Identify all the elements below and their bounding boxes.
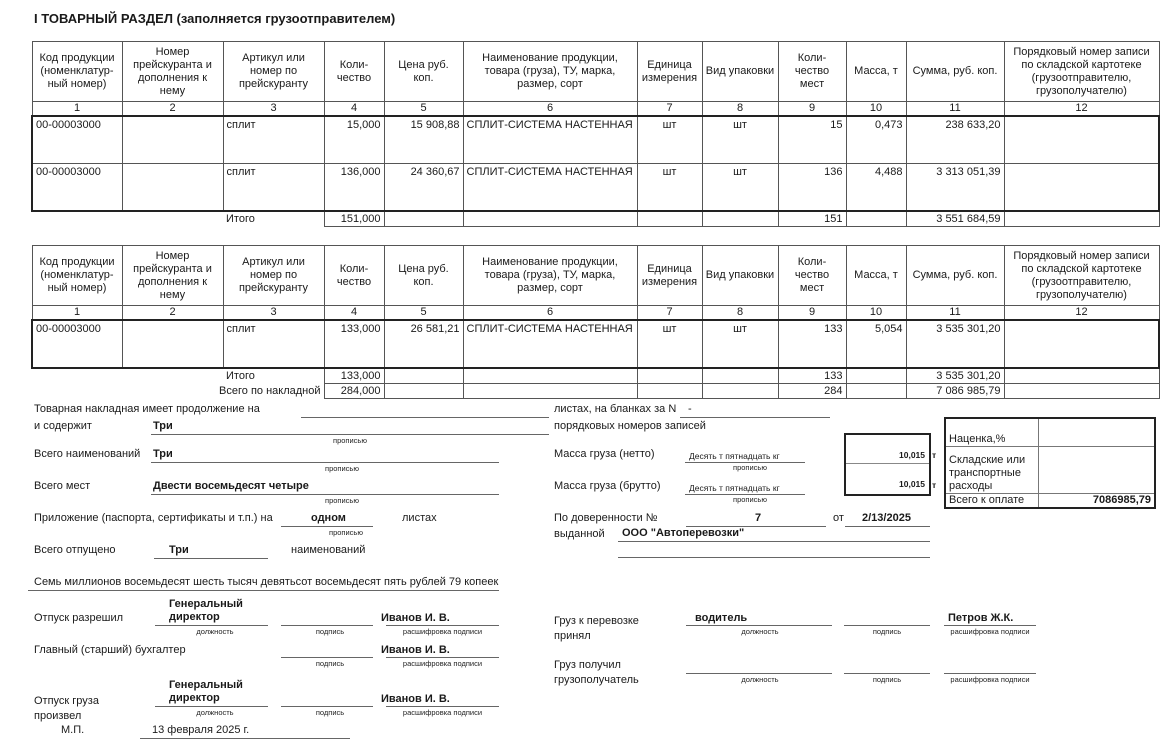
costs-value[interactable] — [1038, 446, 1155, 493]
decoding-field[interactable] — [944, 673, 1036, 674]
grand-total-qty: 284,000 — [324, 384, 384, 399]
signature-field[interactable] — [844, 625, 930, 626]
underline — [386, 706, 499, 707]
markup-value[interactable] — [1038, 418, 1155, 446]
released-suffix: наименований — [291, 544, 366, 556]
attachment-label: Приложение (паспорта, сертификаты и т.п.) на — [34, 512, 273, 524]
underline — [155, 706, 268, 707]
cell-article: сплит — [223, 164, 324, 212]
total-to-pay-value[interactable]: 7086985,79 — [1038, 493, 1155, 508]
cell-code: 00-00003000 — [32, 164, 122, 212]
sheets-value[interactable]: - — [688, 403, 692, 415]
received-label: Груз получил грузополучатель — [554, 659, 639, 686]
grand-total-row — [32, 384, 1159, 399]
attachment-value[interactable]: одном — [311, 512, 346, 524]
total-sum: 3 535 301,20 — [906, 368, 1004, 384]
places-total-label: Всего мест — [34, 480, 91, 492]
signature-field[interactable] — [281, 706, 373, 707]
underline — [845, 526, 930, 527]
col-header-price-list: Номер прейскуранта и дополнения к нему — [122, 42, 223, 102]
net-mass-label: Масса груза (нетто) — [554, 448, 655, 460]
col-number: 2 — [122, 102, 223, 117]
col-number: 7 — [637, 306, 702, 321]
cell-price-list — [122, 116, 223, 164]
issued-label: выданной — [554, 528, 605, 540]
fee-table — [944, 417, 1156, 509]
in-words-hint: прописью — [329, 528, 363, 537]
col-number: 5 — [384, 102, 463, 117]
underline — [281, 526, 373, 527]
cell-package: шт — [702, 320, 778, 368]
stamp-label: М.П. — [61, 724, 85, 736]
decoding-hint: расшифровка подписи — [402, 627, 483, 636]
col-header-mass: Масса, т — [846, 246, 906, 306]
in-words-hint: прописью — [733, 463, 767, 472]
underline — [28, 590, 499, 591]
power-of-attorney-value[interactable]: 7 — [755, 512, 762, 524]
cell-package: шт — [702, 164, 778, 212]
contains-value[interactable]: Три — [153, 420, 173, 432]
underline — [151, 434, 549, 435]
grand-total-label: Всего по накладной — [219, 384, 321, 397]
col-number: 6 — [463, 102, 637, 117]
column-number-row — [32, 102, 1159, 117]
cell-name: СПЛИТ-СИСТЕМА НАСТЕННАЯ — [463, 320, 637, 368]
in-words-hint: прописью — [325, 464, 359, 473]
col-header-name: Наименование продукции, товара (груза), ТУ, марка, размер, сорт — [463, 246, 637, 306]
signature-hint: подпись — [315, 708, 345, 717]
col-header-code: Код продукции (номенклатур-ный номер) — [32, 246, 122, 306]
continuation-label: Товарная накладная имеет продолжение на — [34, 403, 260, 415]
signature-hint: подпись — [872, 675, 902, 684]
divider — [846, 463, 929, 464]
power-of-attorney-label: По доверенности № — [554, 512, 658, 524]
in-words-hint: прописью — [733, 495, 767, 504]
col-number: 9 — [778, 102, 846, 117]
items-total-value[interactable]: Три — [153, 448, 173, 460]
col-number: 9 — [778, 306, 846, 321]
release-allowed-label: Отпуск разрешил — [34, 612, 124, 624]
cell-code: 00-00003000 — [32, 116, 122, 164]
cell-places: 133 — [778, 320, 846, 368]
col-number: 1 — [32, 306, 122, 321]
gross-mass-value[interactable]: 10,015 — [899, 479, 925, 489]
cell-record — [1004, 116, 1159, 164]
gross-mass-label: Масса груза (брутто) — [554, 480, 661, 492]
accepted-name[interactable]: Петров Ж.К. — [948, 612, 1014, 624]
cell-article: сплит — [223, 116, 324, 164]
underline — [944, 625, 1036, 626]
col-header-places: Коли-чество мест — [778, 42, 846, 102]
cell-unit: шт — [637, 116, 702, 164]
continuation-field[interactable] — [301, 417, 549, 418]
col-header-price-list: Номер прейскуранта и дополнения к нему — [122, 246, 223, 306]
cell-code: 00-00003000 — [32, 320, 122, 368]
costs-label: Складские или транспортные расходы — [945, 446, 1038, 493]
grand-total-sum: 7 086 985,79 — [906, 384, 1004, 399]
underline — [151, 494, 499, 495]
release-allowed-name[interactable]: Иванов И. В. — [381, 612, 450, 624]
date-value[interactable]: 13 февраля 2025 г. — [152, 724, 250, 736]
decoding-hint: расшифровка подписи — [402, 708, 483, 717]
released-label: Всего отпущено — [34, 544, 116, 556]
col-header-qty: Коли-чество — [324, 42, 384, 102]
goods-table-page-2 — [31, 245, 1160, 399]
in-words-hint: прописью — [325, 496, 359, 505]
contains-label: и содержит — [34, 420, 92, 432]
markup-label: Наценка,% — [945, 418, 1038, 446]
underline — [386, 625, 499, 626]
signature-hint: подпись — [872, 627, 902, 636]
underline — [386, 657, 499, 658]
col-header-code: Код продукции (номенклатур-ный номер) — [32, 42, 122, 102]
cell-article: сплит — [223, 320, 324, 368]
col-number: 4 — [324, 102, 384, 117]
col-header-package: Вид упаковки — [702, 246, 778, 306]
underline — [154, 558, 268, 559]
col-number: 10 — [846, 306, 906, 321]
cell-name: СПЛИТ-СИСТЕМА НАСТЕННАЯ — [463, 164, 637, 212]
col-header-article: Артикул или номер по прейскуранту — [223, 42, 324, 102]
signature-hint: подпись — [315, 659, 345, 668]
cell-mass: 4,488 — [846, 164, 906, 212]
cell-places: 136 — [778, 164, 846, 212]
signature-hint: подпись — [315, 627, 345, 636]
records-label: порядковых номеров записей — [554, 420, 706, 432]
position-hint: должность — [196, 627, 234, 636]
col-number: 1 — [32, 102, 122, 117]
cell-qty: 136,000 — [324, 164, 384, 212]
col-header-unit: Единица измерения — [637, 246, 702, 306]
cell-record — [1004, 164, 1159, 212]
cell-record — [1004, 320, 1159, 368]
position-field[interactable] — [686, 673, 832, 674]
underline — [686, 625, 832, 626]
table-row — [32, 320, 1159, 368]
col-header-sum: Сумма, руб. коп. — [906, 42, 1004, 102]
col-number: 12 — [1004, 102, 1159, 117]
released-by-name[interactable]: Иванов И. В. — [381, 693, 450, 705]
places-total-value[interactable]: Двести восемьдесят четыре — [153, 480, 309, 492]
signature-field[interactable] — [281, 657, 373, 658]
col-number: 6 — [463, 306, 637, 321]
from-value[interactable]: 2/13/2025 — [862, 512, 911, 524]
cell-places: 15 — [778, 116, 846, 164]
table-header-row — [32, 246, 1159, 306]
column-number-row — [32, 306, 1159, 321]
position-hint: должность — [196, 708, 234, 717]
cell-sum: 3 313 051,39 — [906, 164, 1004, 212]
items-total-label: Всего наименований — [34, 448, 141, 460]
in-words-hint: прописью — [333, 436, 367, 445]
col-header-article: Артикул или номер по прейскуранту — [223, 246, 324, 306]
cell-price-list — [122, 164, 223, 212]
amount-in-words[interactable]: Семь миллионов восемьдесят шесть тысяч девятьсот восемьдесят пять рублей 79 копеек — [34, 576, 499, 588]
cell-price: 15 908,88 — [384, 116, 463, 164]
grand-total-places: 284 — [778, 384, 846, 399]
underline — [618, 541, 930, 542]
total-row — [32, 368, 1159, 384]
col-header-places: Коли-чество мест — [778, 246, 846, 306]
underline — [140, 738, 350, 739]
position-hint: должность — [741, 627, 779, 636]
signature-field[interactable] — [844, 673, 930, 674]
cell-qty: 15,000 — [324, 116, 384, 164]
net-mass-unit: т — [932, 450, 937, 460]
chief-accountant-name[interactable]: Иванов И. В. — [381, 644, 450, 656]
goods-table-page-1 — [31, 41, 1160, 227]
col-header-record: Порядковый номер записи по складской картотеке (грузоотправителю, грузополучателю) — [1004, 246, 1159, 306]
col-number: 4 — [324, 306, 384, 321]
gross-mass-unit: т — [932, 480, 937, 490]
total-qty: 133,000 — [324, 368, 384, 384]
cell-sum: 3 535 301,20 — [906, 320, 1004, 368]
decoding-hint: расшифровка подписи — [950, 627, 1030, 636]
total-label: Итого — [226, 370, 255, 382]
cell-unit: шт — [637, 320, 702, 368]
col-number: 11 — [906, 102, 1004, 117]
col-number: 8 — [702, 102, 778, 117]
underline — [618, 557, 930, 558]
released-value[interactable]: Три — [169, 544, 189, 556]
col-number: 2 — [122, 306, 223, 321]
cell-name: СПЛИТ-СИСТЕМА НАСТЕННАЯ — [463, 116, 637, 164]
issued-value[interactable]: ООО "Автоперевозки" — [622, 527, 745, 539]
col-header-package: Вид упаковки — [702, 42, 778, 102]
total-places: 133 — [778, 368, 846, 384]
col-number: 5 — [384, 306, 463, 321]
table-row — [32, 164, 1159, 212]
table-header-row — [32, 42, 1159, 102]
decoding-hint: расшифровка подписи — [402, 659, 483, 668]
gross-mass-words[interactable]: Десять т пятнадцать кг — [689, 483, 780, 493]
released-by-position[interactable]: Генеральный директор — [169, 679, 243, 704]
signature-field[interactable] — [281, 625, 373, 626]
cell-qty: 133,000 — [324, 320, 384, 368]
accepted-label: Груз к перевозке принял — [554, 615, 639, 642]
cell-package: шт — [702, 116, 778, 164]
cell-unit: шт — [637, 164, 702, 212]
chief-accountant-label: Главный (старший) бухгалтер — [34, 644, 186, 656]
col-number: 3 — [223, 102, 324, 117]
cell-sum: 238 633,20 — [906, 116, 1004, 164]
col-number: 3 — [223, 306, 324, 321]
total-row — [32, 211, 1159, 227]
col-header-qty: Коли-чество — [324, 246, 384, 306]
attachment-suffix: листах — [402, 512, 437, 524]
total-qty: 151,000 — [324, 211, 384, 227]
release-allowed-position[interactable]: Генеральный директор — [169, 598, 243, 623]
total-sum: 3 551 684,59 — [906, 211, 1004, 227]
underline — [151, 462, 499, 463]
accepted-position[interactable]: водитель — [695, 612, 748, 624]
table-row — [32, 116, 1159, 164]
total-label: Итого — [226, 213, 255, 225]
cell-price: 26 581,21 — [384, 320, 463, 368]
col-header-unit: Единица измерения — [637, 42, 702, 102]
underline — [155, 625, 268, 626]
cell-mass: 5,054 — [846, 320, 906, 368]
net-mass-words[interactable]: Десять т пятнадцать кг — [689, 451, 780, 461]
col-number: 8 — [702, 306, 778, 321]
col-number: 11 — [906, 306, 1004, 321]
col-header-price: Цена руб. коп. — [384, 246, 463, 306]
col-header-sum: Сумма, руб. коп. — [906, 246, 1004, 306]
cell-price: 24 360,67 — [384, 164, 463, 212]
underline — [680, 417, 830, 418]
col-header-price: Цена руб. коп. — [384, 42, 463, 102]
col-number: 12 — [1004, 306, 1159, 321]
position-hint: должность — [741, 675, 779, 684]
col-number: 10 — [846, 102, 906, 117]
cell-mass: 0,473 — [846, 116, 906, 164]
from-label: от — [833, 512, 844, 524]
section-title: I ТОВАРНЫЙ РАЗДЕЛ (заполняется грузоотправителем) — [34, 11, 396, 26]
sheets-label: листах, на бланках за N — [554, 403, 677, 415]
decoding-hint: расшифровка подписи — [950, 675, 1030, 684]
col-header-record: Порядковый номер записи по складской картотеке (грузоотправителю, грузополучателю) — [1004, 42, 1159, 102]
released-by-label: Отпуск груза произвел — [34, 695, 99, 722]
cell-price-list — [122, 320, 223, 368]
total-to-pay-label: Всего к оплате — [945, 493, 1038, 508]
total-places: 151 — [778, 211, 846, 227]
col-header-name: Наименование продукции, товара (груза), ТУ, марка, размер, сорт — [463, 42, 637, 102]
col-header-mass: Масса, т — [846, 42, 906, 102]
col-number: 7 — [637, 102, 702, 117]
net-mass-value[interactable]: 10,015 — [899, 450, 925, 460]
